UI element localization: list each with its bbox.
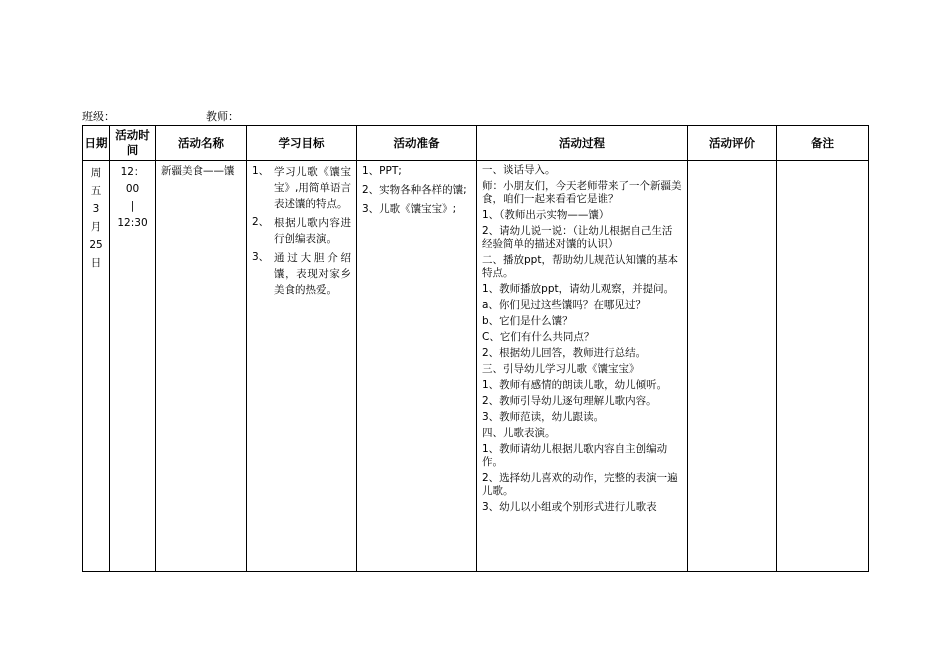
prep-item: 2、实物各种各样的馕; xyxy=(362,184,467,196)
goal-item: 2、 根据儿歌内容进行创编表演。 xyxy=(252,216,351,245)
process-step: 1、教师请幼儿根据儿歌内容自主创编动作。 xyxy=(482,443,668,468)
col-time: 活动时间 xyxy=(110,126,156,161)
process-step: 3、教师范读，幼儿跟读。 xyxy=(482,411,605,423)
col-process: 活动过程 xyxy=(477,126,688,161)
prep-item: 3、儿歌《馕宝宝》; xyxy=(362,203,457,215)
col-activity-name: 活动名称 xyxy=(156,126,247,161)
process-step: 2、根据幼儿回答，教师进行总结。 xyxy=(482,347,647,359)
process-cell xyxy=(477,161,688,572)
preparation-cell xyxy=(357,161,477,572)
process-step: b、它们是什么馕？ xyxy=(482,315,573,327)
col-evaluation: 活动评价 xyxy=(688,126,777,161)
goals-cell xyxy=(247,161,357,572)
goal-item: 1、 学习儿歌《馕宝宝》,用简单语言表述馕的特点。 xyxy=(252,165,351,210)
process-list xyxy=(482,164,682,517)
process-step: 2、请幼儿说一说：（让幼儿根据自己生活经验简单的描述对馕的认识） xyxy=(482,225,673,250)
process-step: 师：小朋友们，今天老师带来了一个新疆美食，咱们一起来看看它是谁？ xyxy=(482,180,682,205)
teacher-label: 教师： xyxy=(206,110,239,123)
process-step: 2、选择幼儿喜欢的动作，完整的表演一遍儿歌。 xyxy=(482,472,678,497)
process-step: 1、教师有感情的朗读儿歌，幼儿倾听。 xyxy=(482,379,668,391)
process-step: 三、引导幼儿学习儿歌《馕宝宝》 xyxy=(482,363,640,375)
col-date: 日期 xyxy=(83,126,110,161)
time-cell: 12：00 | 12:30 xyxy=(110,161,156,572)
process-step: 1、（教师出示实物——馕） xyxy=(482,209,610,221)
process-step: a、你们见过这些馕吗？在哪见过？ xyxy=(482,299,646,311)
col-notes: 备注 xyxy=(777,126,869,161)
process-step: 3、幼儿以小组或个别形式进行儿歌表 xyxy=(482,501,657,513)
col-preparation: 活动准备 xyxy=(357,126,477,161)
date-cell: 周 五 3 月 25 日 xyxy=(83,161,110,572)
process-step: 1、教师播放ppt，请幼儿观察，并提问。 xyxy=(482,283,675,295)
header-line xyxy=(82,108,239,124)
process-step: 2、教师引导幼儿逐句理解儿歌内容。 xyxy=(482,395,657,407)
col-goals: 学习目标 xyxy=(247,126,357,161)
prep-item: 1、PPT; xyxy=(362,165,402,177)
table-row xyxy=(83,161,869,572)
notes-cell xyxy=(777,161,869,572)
process-step: 二、播放ppt，帮助幼儿规范认知馕的基本特点。 xyxy=(482,254,678,279)
lesson-plan-table xyxy=(82,125,869,572)
class-label: 班级： xyxy=(82,110,115,123)
activity-name-cell: 新疆美食——馕 xyxy=(156,161,247,572)
evaluation-cell xyxy=(688,161,777,572)
goal-item: 3、 通过大胆介绍馕，表现对家乡美食的热爱。 xyxy=(252,251,351,296)
process-step: 一、谈话导入。 xyxy=(482,164,556,176)
process-step: 四、儿歌表演。 xyxy=(482,427,556,439)
process-step: C、它们有什么共同点？ xyxy=(482,331,595,343)
header-row xyxy=(83,126,869,161)
